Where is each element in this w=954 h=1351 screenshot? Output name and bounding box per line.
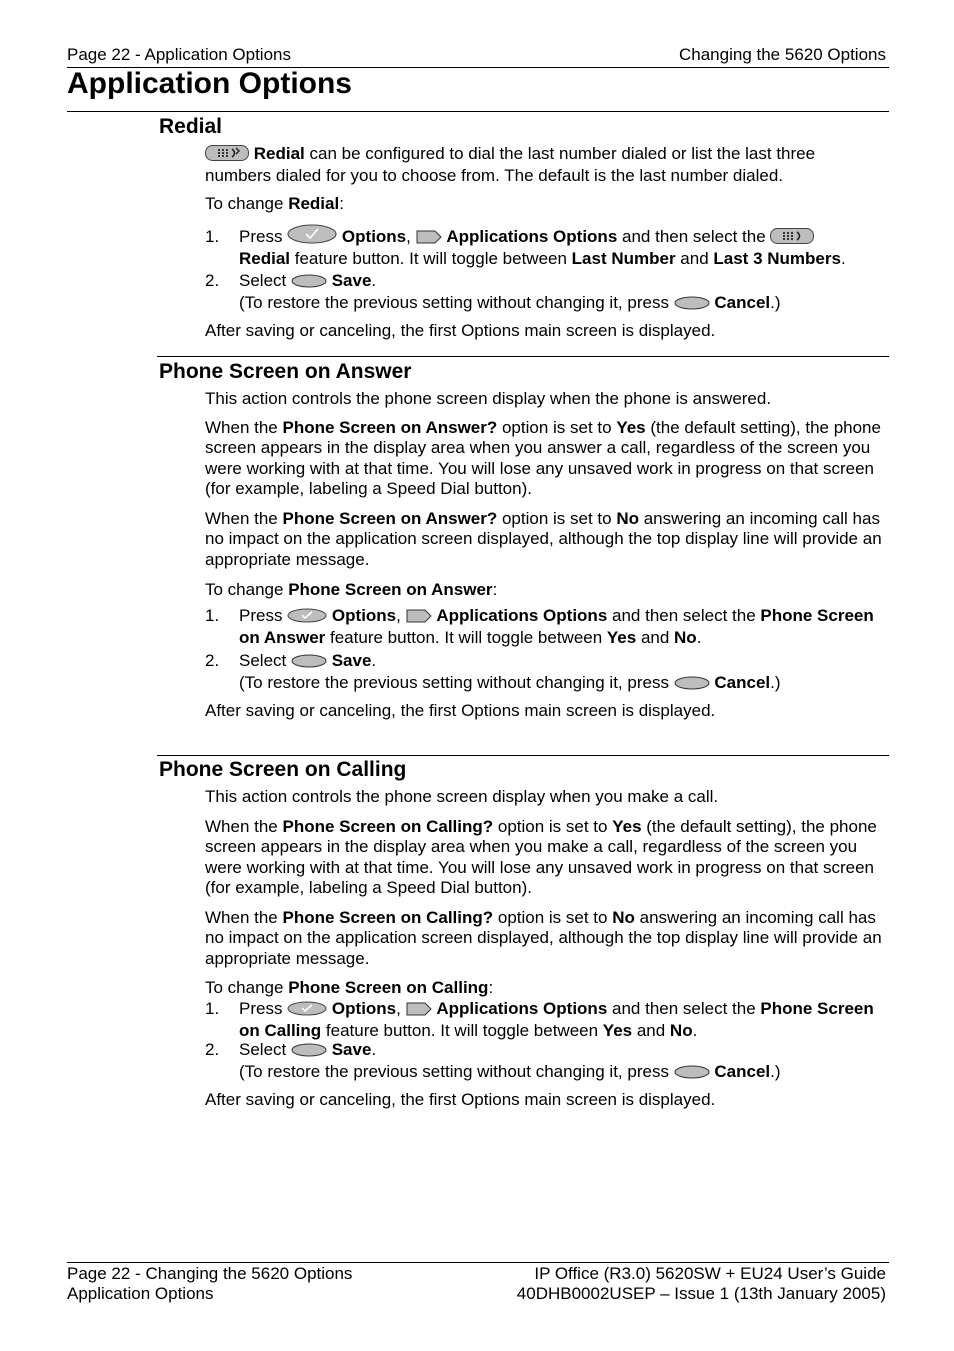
step-word: , bbox=[396, 999, 406, 1018]
step-word: . bbox=[371, 271, 377, 290]
cancel-label: Cancel bbox=[714, 293, 771, 313]
application-options-key-icon bbox=[406, 608, 432, 628]
save-label: Save bbox=[331, 1040, 372, 1059]
restore-note: (To restore the previous setting without changing it, press bbox=[239, 673, 674, 693]
step-number: 2. bbox=[205, 1040, 220, 1059]
footer-right-1: IP Office (R3.0) 5620SW + EU24 User’s Guide bbox=[534, 1264, 886, 1283]
calling-after: After saving or canceling, the first Options main screen is displayed. bbox=[205, 1090, 716, 1109]
to-change-prefix: To change bbox=[205, 580, 289, 599]
redial-intro-text: can be configured to dial the last number dialed or list the last three numbers dialed for you to choose from. The default is the last number dialed. bbox=[205, 144, 816, 186]
answer-after: After saving or canceling, the first Options main screen is displayed. bbox=[205, 701, 716, 720]
step-word: .) bbox=[770, 1062, 781, 1082]
step-number: 2. bbox=[205, 271, 220, 290]
to-change-target: Phone Screen on Calling bbox=[288, 978, 489, 997]
step-word: . bbox=[840, 249, 846, 269]
to-change-suffix: : bbox=[339, 194, 344, 213]
option-name: Phone Screen on Calling? bbox=[282, 817, 494, 836]
step-word: and bbox=[636, 628, 675, 648]
option-name: Phone Screen on Answer? bbox=[282, 509, 498, 528]
option-value: No bbox=[612, 908, 635, 927]
save-label: Save bbox=[331, 271, 372, 290]
step-text bbox=[239, 651, 885, 696]
step-word: Press bbox=[239, 227, 288, 246]
step-word: , bbox=[406, 227, 416, 246]
applications-options-label: Applications Options bbox=[436, 606, 608, 625]
answer-to-change bbox=[205, 580, 885, 600]
save-softkey-icon bbox=[291, 653, 327, 673]
step-word: Select bbox=[239, 651, 291, 670]
footer-left-1: Page 22 - Changing the 5620 Options bbox=[67, 1264, 353, 1283]
option-value: Yes bbox=[612, 817, 642, 836]
section-rule bbox=[157, 755, 889, 756]
step-number: 1. bbox=[205, 227, 220, 246]
answer-p1: This action controls the phone screen display when the phone is answered. bbox=[205, 389, 772, 408]
answer-p3 bbox=[205, 509, 885, 570]
title-rule bbox=[67, 111, 889, 112]
step-number: 2. bbox=[205, 651, 220, 670]
check-options-key-icon bbox=[287, 608, 327, 628]
step-number: 1. bbox=[205, 606, 220, 625]
header-right: Changing the 5620 Options bbox=[679, 45, 886, 64]
options-label: Options bbox=[331, 606, 397, 625]
step-word: feature button. It will toggle between bbox=[325, 628, 607, 648]
step-word: feature button. It will toggle between bbox=[290, 249, 572, 269]
step-word: Press bbox=[239, 999, 288, 1018]
yes-label: Yes bbox=[602, 1021, 633, 1041]
text-run: answering an incoming call has no impact on the application screen displayed, although the top display line will provide an appropriate message. bbox=[205, 908, 882, 968]
check-options-key-icon bbox=[287, 1001, 327, 1021]
calling-p3 bbox=[205, 908, 885, 969]
to-change-target: Redial bbox=[288, 194, 340, 213]
application-options-key-icon bbox=[406, 1001, 432, 1021]
redial-after: After saving or canceling, the first Options main screen is displayed. bbox=[205, 321, 716, 340]
option-name: Phone Screen on Calling? bbox=[282, 908, 494, 927]
step-word: . bbox=[371, 1040, 377, 1059]
last-number-label: Last Number bbox=[571, 249, 676, 269]
text-run: (the default setting), the phone screen appears in the display area when you answer a call, regardless of the screen you were working with at that time. You will lose any unsaved work in progress on that screen (for example, labeling a Speed Dial button). bbox=[205, 418, 881, 498]
step-word: and then select the bbox=[617, 227, 771, 246]
no-label: No bbox=[669, 1021, 693, 1041]
calling-p1: This action controls the phone screen display when you make a call. bbox=[205, 787, 719, 806]
text-run: When the bbox=[205, 509, 283, 528]
to-change-target: Phone Screen on Answer bbox=[288, 580, 493, 599]
section-rule bbox=[157, 356, 889, 357]
to-change-prefix: To change bbox=[205, 194, 289, 213]
text-run: When the bbox=[205, 817, 283, 836]
step-word: .) bbox=[770, 673, 781, 693]
save-label: Save bbox=[331, 651, 372, 670]
text-run: option is set to bbox=[493, 817, 613, 836]
cancel-softkey-icon bbox=[674, 295, 710, 315]
yes-label: Yes bbox=[606, 628, 637, 648]
step-text bbox=[239, 224, 885, 270]
header-left: Page 22 - Application Options bbox=[67, 45, 291, 64]
step-word: . bbox=[371, 651, 377, 670]
step-word: and bbox=[632, 1021, 670, 1041]
options-label: Options bbox=[341, 227, 407, 246]
restore-note: (To restore the previous setting without changing it, press bbox=[239, 1062, 674, 1082]
footer-rule bbox=[67, 1262, 889, 1263]
redial-icon bbox=[205, 145, 249, 166]
text-run: option is set to bbox=[497, 418, 617, 437]
redial-to-change bbox=[205, 194, 885, 214]
cancel-label: Cancel bbox=[714, 1062, 771, 1082]
option-value: Yes bbox=[616, 418, 646, 437]
answer-p2 bbox=[205, 418, 885, 499]
step-number: 1. bbox=[205, 999, 220, 1018]
step-word: and bbox=[675, 249, 714, 269]
feature-label: Phone Screen on Calling bbox=[239, 999, 874, 1041]
step-word: and then select the bbox=[607, 999, 761, 1018]
to-change-suffix: : bbox=[488, 978, 494, 997]
step-word: feature button. It will toggle between bbox=[321, 1021, 603, 1041]
text-run: (the default setting), the phone screen appears in the display area when you make a call, regardless of the screen you were working with at that time. You will lose any unsaved work in progress on that screen (for example, labeling a Speed Dial button). bbox=[205, 817, 877, 897]
text-run: option is set to bbox=[493, 908, 613, 927]
applications-options-label: Applications Options bbox=[436, 999, 608, 1018]
options-label: Options bbox=[331, 999, 397, 1018]
redial-label: Redial bbox=[239, 249, 291, 269]
text-run: option is set to bbox=[497, 509, 617, 528]
step-text bbox=[239, 1040, 885, 1085]
calling-to-change bbox=[205, 978, 885, 998]
step-text bbox=[239, 999, 885, 1042]
step-word: . bbox=[692, 1021, 698, 1041]
step-word: .) bbox=[770, 293, 781, 313]
redial-intro-bold: Redial bbox=[253, 144, 305, 163]
applications-options-label: Applications Options bbox=[446, 227, 618, 246]
to-change-prefix: To change bbox=[205, 978, 289, 997]
page-title: Application Options bbox=[67, 67, 352, 100]
text-run: When the bbox=[205, 908, 283, 927]
step-word: . bbox=[696, 628, 702, 648]
cancel-label: Cancel bbox=[714, 673, 771, 693]
section-heading-answer: Phone Screen on Answer bbox=[159, 360, 412, 383]
redial-intro bbox=[205, 144, 885, 187]
footer-left-2: Application Options bbox=[67, 1284, 214, 1303]
cancel-softkey-icon bbox=[674, 1064, 710, 1084]
text-run: When the bbox=[205, 418, 283, 437]
section-heading-redial: Redial bbox=[159, 115, 223, 138]
step-word: Select bbox=[239, 1040, 291, 1059]
text-run: answering an incoming call has no impact on the application screen displayed, although the top display line will provide an appropriate message. bbox=[205, 509, 882, 569]
no-label: No bbox=[674, 628, 697, 648]
save-softkey-icon bbox=[291, 1042, 327, 1062]
restore-note: (To restore the previous setting without changing it, press bbox=[239, 293, 674, 313]
section-heading-calling: Phone Screen on Calling bbox=[159, 758, 407, 781]
to-change-suffix: : bbox=[492, 580, 498, 599]
step-text bbox=[239, 271, 885, 316]
save-softkey-icon bbox=[291, 273, 327, 293]
option-name: Phone Screen on Answer? bbox=[282, 418, 498, 437]
option-value: No bbox=[616, 509, 639, 528]
last-3-numbers-label: Last 3 Numbers bbox=[713, 249, 841, 269]
cancel-softkey-icon bbox=[674, 675, 710, 695]
step-word: and then select the bbox=[607, 606, 761, 625]
calling-p2 bbox=[205, 817, 885, 898]
application-options-key-icon bbox=[416, 229, 442, 249]
step-text bbox=[239, 606, 885, 649]
redial-feature-button-icon bbox=[770, 228, 814, 249]
feature-label: Phone Screen on Answer bbox=[239, 606, 874, 648]
check-options-key-icon bbox=[287, 224, 337, 249]
step-word: , bbox=[396, 606, 406, 625]
step-word: Select bbox=[239, 271, 291, 290]
step-word: Press bbox=[239, 606, 288, 625]
footer-right-2: 40DHB0002USEP – Issue 1 (13th January 2005) bbox=[516, 1284, 886, 1303]
